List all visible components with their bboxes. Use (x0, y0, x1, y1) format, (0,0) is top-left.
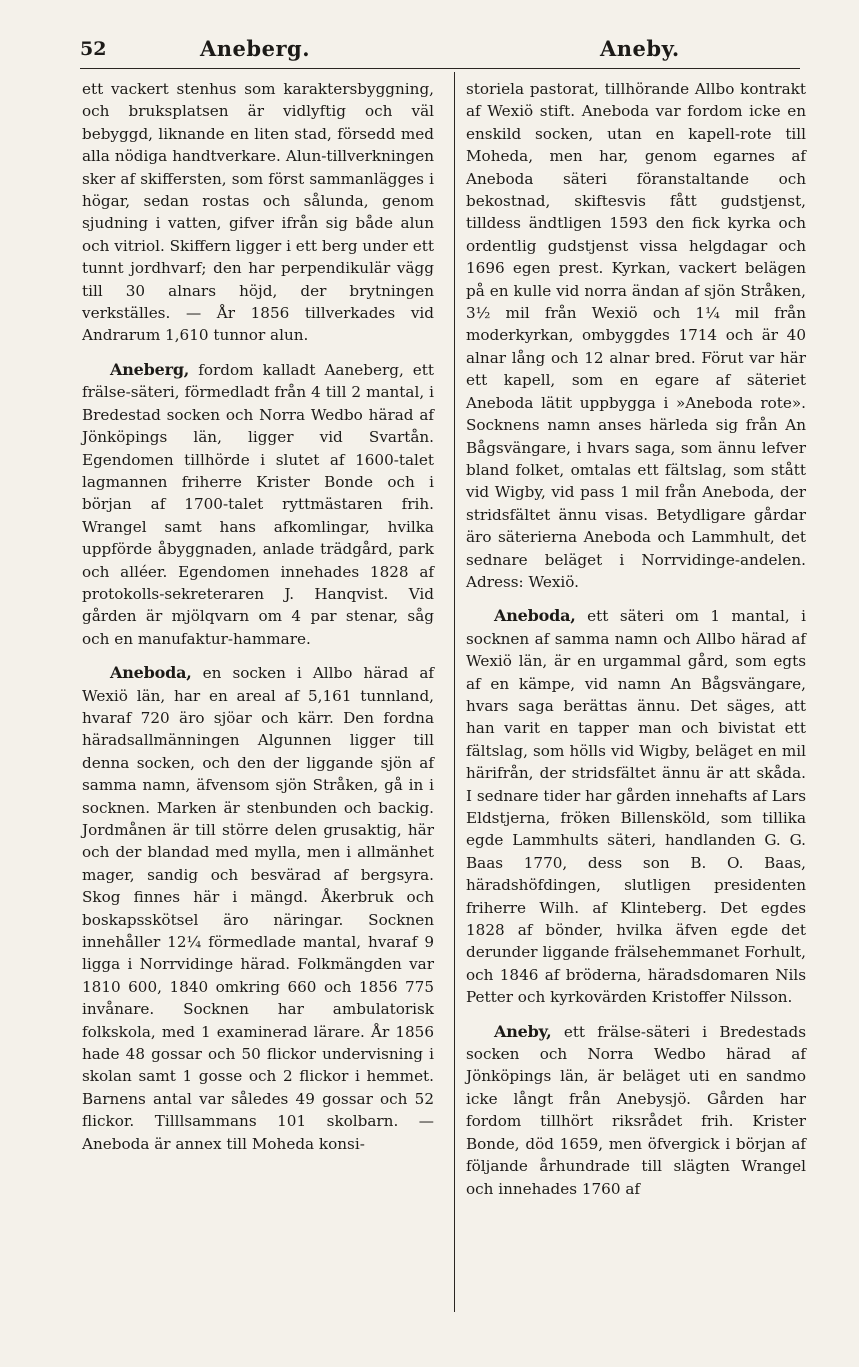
left-running-head: Aneberg. (200, 36, 311, 61)
page-header (80, 38, 819, 64)
paragraph (466, 605, 806, 1008)
paragraph-text: ett frälse-säteri i Bredestads socken och Norra Wedbo härad af Jönköpings län, är beläget uti en sandmo icke långt från Anebysjö. Gården har fordom tillhört riksrådet frih. Krister Bonde, död 1659, men öfvergick i början af följande århundrade till slägten Wrangel och innehades 1760 af (466, 1022, 807, 1198)
entry-headword: Aneberg, (110, 359, 190, 379)
paragraph (82, 78, 434, 347)
column-divider (454, 72, 455, 1312)
paragraph-text: fordom kalladt Aaneberg, ett frälse-säteri, förmedladt från 4 till 2 mantal, i Bredestad socken och Norra Wedbo härad af Jönköpings län, ligger vid Svartån. Egendomen tillhörde i slutet af 1600-talet lagmannen friherre Krister Bonde och i början af 1700-talet ryttmästaren frih. Wrangel samt hans afkomlingar, hvilka uppförde åbyggnaden, anlade trädgård, park och alléer. Egendomen innehades 1828 af protokolls-sekreteraren J. Hanqvist. Vid gården är mjölqvarn om 4 par stenar, såg och en manufaktur-hammare. (82, 360, 435, 648)
paragraph-text: ett säteri om 1 mantal, i socknen af samma namn och Allbo härad af Wexiö län, är en urgammal gård, som egts af en kämpe, vid namn An Bågsvängare, hvars saga berättas ännu. Det säges, att han varit en tapper man och bivistat ett fältslag, som hölls vid Wigby, beläget en mil härifrån, der stridsfältet ännu är att skåda. I sednare tider har gården innehafts af Lars Eldstjerna, fröken Billensköld, som tillika egde Lammhults säteri, handlanden G. G. Baas 1770, dess son B. O. Baas, häradshöfdingen, slutligen presidenten friherre Wilh. af Klinteberg. Det egdes 1828 af bönder, hvilka äfven egde det derunder liggande frälsehemmanet Forhult, och 1846 af bröderna, häradsdomaren Nils Petter och kyrkovärden Kristoffer Nilsson. (466, 607, 806, 1007)
header-rule (80, 68, 800, 69)
paragraph (82, 662, 434, 1155)
entry-headword: Aneboda, (110, 663, 192, 683)
paragraph (82, 359, 434, 650)
left-column (82, 78, 434, 1155)
entry-headword: Aneby, (494, 1021, 552, 1041)
paragraph-text: storiela pastorat, tillhörande Allbo kontrakt af Wexiö stift. Aneboda var fordom icke en enskild socken, utan en kapell-rote till Moheda, men har, genom egarnes af Aneboda säteri föranstaltande och bekostnad, skiftesvis fått gudstjenst, tilldess ändtligen 1593 den fick kyrka och ordentlig gudstjenst vissa helgdagar och 1696 egen prest. Kyrkan, vackert belägen på en kulle vid norra ändan af sjön Stråken, 3½ mil från Wexiö och 1¼ mil från moderkyrkan, ombyggdes 1714 och är 40 alnar lång och 12 alnar bred. Förut var här ett kapell, som en egare af säteriet Aneboda lätit uppbygga i »Aneboda rote». Socknens namn anses härleda sig från An Bågsvängare, i hvars saga, som ännu lefver bland folket, omtalas ett fältslag, som stått vid Wigby, vid pass 1 mil från Aneboda, der stridsfältet ännu visas. Betydligare gårdar äro säterierna Aneboda och Lammhult, det sednare beläget i Norrvidinge-andelen. Adress: Wexiö. (466, 80, 806, 591)
paragraph-text: en socken i Allbo härad af Wexiö län, har en areal af 5,161 tunnland, hvaraf 720 äro sjöar och kärr. Den fordna häradsallmänningen Algunnen ligger till denna socken, och den der liggande sjön af samma namn, äfvensom sjön Stråken, gå in i socknen. Marken är stenbunden och backig. Jordmånen är till större delen grusaktig, här och der blandad med mylla, men i allmänhet mager, sandig och besvärad af bergsyra. Skog finnes här i mängd. Åkerbruk och boskapsskötsel äro näringar. Socknen innehåller 12¼ förmedlade mantal, hvaraf 9 ligga i Norrvidinge härad. Folkmängden var 1810 600, 1840 omkring 660 och 1856 775 invånare. Socknen har ambulatorisk folkskola, med 1 examinerad lärare. År 1856 hade 48 gossar och 50 flickor undervisning i skolan samt 1 gosse och 2 flickor i hemmet. Barnens antal var således 49 gossar och 52 flickor. Tilllsammans 101 skolbarn. — Aneboda är annex till Moheda konsi- (82, 664, 435, 1153)
entry-headword: Aneboda, (494, 606, 576, 626)
page-number: 52 (80, 38, 107, 60)
paragraph (466, 78, 806, 593)
paragraph-text: ett vackert stenhus som karaktersbyggning, och bruksplatsen är vidlyftig och väl bebyggd, liknande en liten stad, försedd med alla nödiga handtverkare. Alun-tillverkningen sker af skiffersten, som först sammanlägges i högar, sedan rostas och sålunda, genom sjudning i vatten, gifver ifrån sig både alun och vitriol. Skiffern ligger i ett berg under ett tunnt jordhvarf; den har perpendikulär vägg till 30 alnars höjd, der brytningen verkställes. — År 1856 tillverkades vid Andrarum 1,610 tunnor alun. (82, 80, 434, 345)
right-column (466, 78, 806, 1200)
right-running-head: Aneby. (600, 36, 680, 61)
paragraph (466, 1021, 806, 1200)
